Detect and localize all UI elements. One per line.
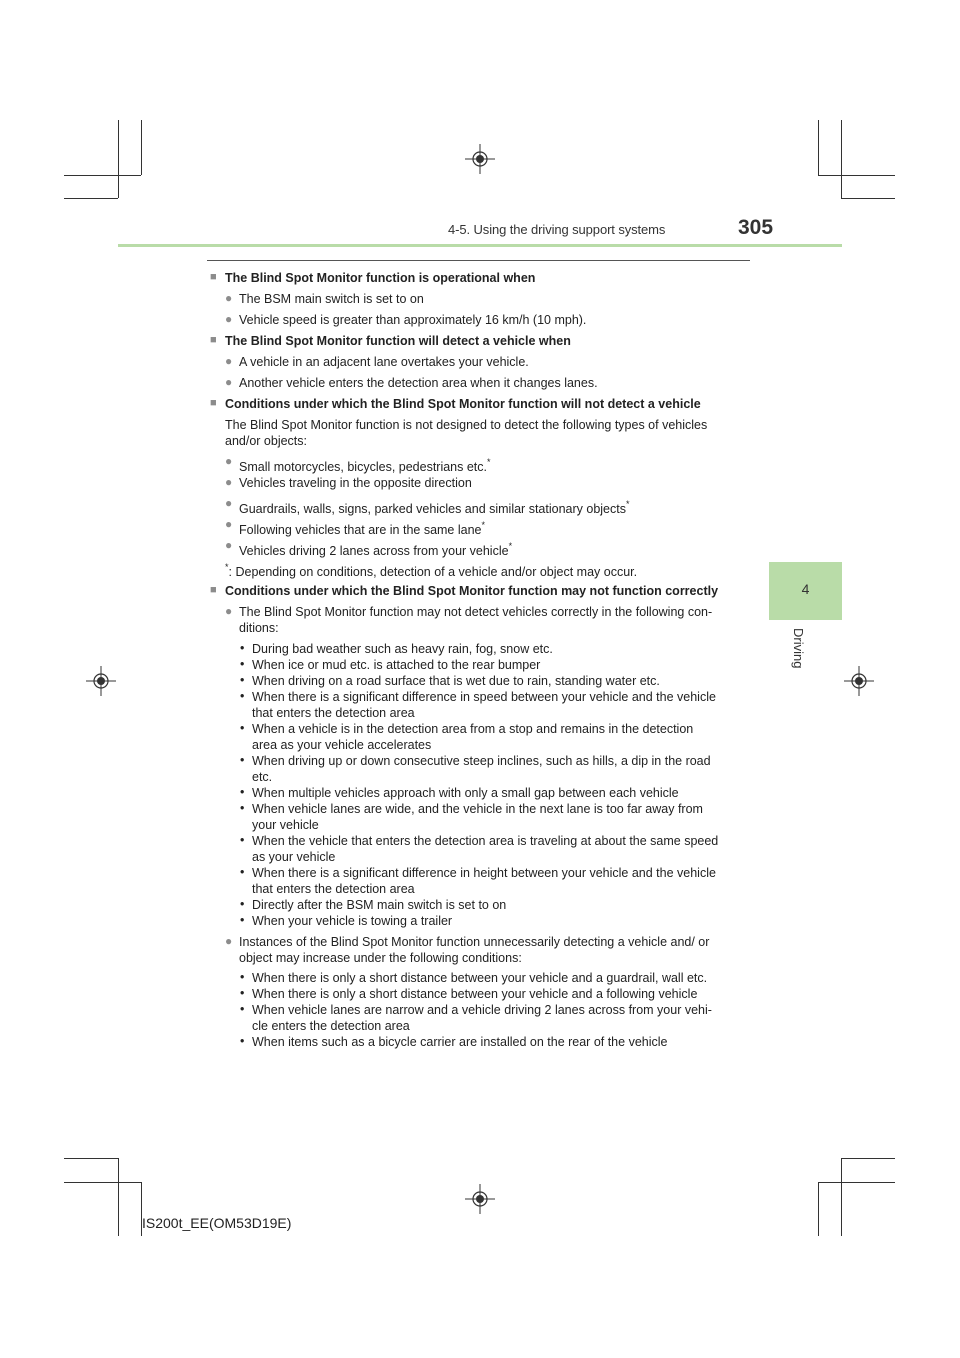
- circle-bullet-icon: ●: [225, 496, 233, 510]
- section-heading: The Blind Spot Monitor function will detect a vehicle when: [225, 334, 571, 348]
- sub-bullet-icon: •: [240, 897, 245, 911]
- sub-bullet-icon: •: [240, 641, 245, 655]
- condition-item: When vehicle lanes are narrow and a vehicle driving 2 lanes across from your vehi-: [252, 1003, 712, 1017]
- sub-bullet-icon: •: [240, 753, 245, 767]
- condition-item: When the vehicle that enters the detection area is traveling at about the same speed: [252, 834, 719, 848]
- condition-item: When a vehicle is in the detection area from a stop and remains in the detection: [252, 722, 694, 736]
- square-bullet-icon: ■: [210, 397, 217, 409]
- square-bullet-icon: ■: [210, 334, 217, 346]
- condition-item: When there is only a short distance between your vehicle and a guardrail, wall etc.: [252, 971, 708, 985]
- paragraph: The Blind Spot Monitor function is not designed to detect the following types of vehicles: [225, 418, 708, 432]
- list-item: Another vehicle enters the detection area when it changes lanes.: [239, 376, 598, 390]
- list-item: Vehicles traveling in the opposite direction: [239, 476, 472, 490]
- condition-item: When multiple vehicles approach with only a small gap between each vehicle: [252, 786, 679, 800]
- circle-bullet-icon: ●: [225, 354, 233, 368]
- crop-mark: [818, 1182, 819, 1236]
- paragraph: The Blind Spot Monitor function may not detect vehicles correctly in the following con-: [239, 605, 713, 619]
- content-rule: [207, 260, 750, 261]
- registration-mark-icon: [844, 666, 874, 696]
- condition-item: During bad weather such as heavy rain, fog, snow etc.: [252, 642, 553, 656]
- registration-mark-icon: [465, 144, 495, 174]
- sub-bullet-icon: •: [240, 913, 245, 927]
- square-bullet-icon: ■: [210, 271, 217, 283]
- condition-item: Directly after the BSM main switch is set to on: [252, 898, 507, 912]
- paragraph: and/or objects:: [225, 434, 307, 448]
- circle-bullet-icon: ●: [225, 475, 233, 489]
- condition-item: When vehicle lanes are wide, and the vehicle in the next lane is too far away from: [252, 802, 703, 816]
- crop-mark: [64, 1158, 118, 1159]
- document-code: IS200t_EE(OM53D19E): [142, 1215, 292, 1231]
- crop-mark: [841, 120, 842, 198]
- paragraph: object may increase under the following conditions:: [239, 951, 522, 965]
- crop-mark: [141, 120, 142, 175]
- circle-bullet-icon: ●: [225, 538, 233, 552]
- sub-bullet-icon: •: [240, 865, 245, 879]
- crop-mark: [64, 198, 118, 199]
- crop-mark: [818, 120, 819, 175]
- circle-bullet-icon: ●: [225, 291, 233, 305]
- condition-item: When items such as a bicycle carrier are installed on the rear of the vehicle: [252, 1035, 668, 1049]
- list-item: Guardrails, walls, signs, parked vehicles and similar stationary objects*: [239, 499, 630, 516]
- circle-bullet-icon: ●: [225, 517, 233, 531]
- crop-mark: [118, 120, 119, 198]
- condition-item: area as your vehicle accelerates: [252, 738, 432, 752]
- condition-item: When there is a significant difference in speed between your vehicle and the vehicle: [252, 690, 716, 704]
- list-item: The BSM main switch is set to on: [239, 292, 424, 306]
- sub-bullet-icon: •: [240, 721, 245, 735]
- circle-bullet-icon: ●: [225, 312, 233, 326]
- asterisk: *: [487, 457, 491, 467]
- crop-mark: [841, 1158, 842, 1236]
- list-item: Following vehicles that are in the same lane*: [239, 520, 486, 537]
- condition-item: When your vehicle is towing a trailer: [252, 914, 453, 928]
- chapter-number: 4: [801, 581, 810, 597]
- sub-bullet-icon: •: [240, 689, 245, 703]
- chapter-label: Driving: [791, 628, 806, 669]
- sub-bullet-icon: •: [240, 801, 245, 815]
- crop-mark: [818, 1182, 895, 1183]
- circle-bullet-icon: ●: [225, 934, 233, 948]
- section-heading: Conditions under which the Blind Spot Monitor function may not function correctly: [225, 584, 719, 598]
- condition-item: When driving up or down consecutive steep inclines, such as hills, a dip in the road: [252, 754, 711, 768]
- list-item: Small motorcycles, bicycles, pedestrians etc.*: [239, 457, 491, 474]
- asterisk: *: [481, 520, 486, 530]
- asterisk: *: [508, 541, 513, 551]
- condition-item: as your vehicle: [252, 850, 336, 864]
- footnote: *: Depending on conditions, detection of a vehicle and/or object may occur.: [225, 562, 638, 579]
- crop-mark: [818, 175, 895, 176]
- condition-item: When there is a significant difference in height between your vehicle and the vehicle: [252, 866, 716, 880]
- condition-item: your vehicle: [252, 818, 319, 832]
- list-item: Vehicle speed is greater than approximately 16 km/h (10 mph).: [239, 313, 587, 327]
- condition-item: that enters the detection area: [252, 706, 415, 720]
- condition-item: etc.: [252, 770, 273, 784]
- registration-mark-icon: [465, 1184, 495, 1214]
- chapter-tab: [769, 562, 842, 620]
- paragraph: ditions:: [239, 621, 279, 635]
- page-number: 305: [738, 216, 774, 239]
- condition-item: that enters the detection area: [252, 882, 415, 896]
- sub-bullet-icon: •: [240, 986, 245, 1000]
- sub-bullet-icon: •: [240, 970, 245, 984]
- circle-bullet-icon: ●: [225, 454, 233, 468]
- circle-bullet-icon: ●: [225, 375, 233, 389]
- asterisk: *: [625, 499, 630, 509]
- condition-item: When driving on a road surface that is wet due to rain, standing water etc.: [252, 674, 660, 688]
- sub-bullet-icon: •: [240, 673, 245, 687]
- crop-mark: [64, 175, 141, 176]
- sub-bullet-icon: •: [240, 657, 245, 671]
- crop-mark: [118, 1158, 119, 1236]
- square-bullet-icon: ■: [210, 584, 217, 596]
- paragraph: Instances of the Blind Spot Monitor function unnecessarily detecting a vehicle and/ or: [239, 935, 710, 949]
- section-heading: Conditions under which the Blind Spot Monitor function will not detect a vehicle: [225, 397, 701, 411]
- registration-mark-icon: [86, 666, 116, 696]
- condition-item: When there is only a short distance between your vehicle and a following vehicle: [252, 987, 698, 1001]
- list-item: Vehicles driving 2 lanes across from your vehicle*: [239, 541, 513, 558]
- sub-bullet-icon: •: [240, 785, 245, 799]
- section-title: 4-5. Using the driving support systems: [448, 222, 666, 237]
- sub-bullet-icon: •: [240, 1002, 245, 1016]
- condition-item: cle enters the detection area: [252, 1019, 410, 1033]
- list-item: A vehicle in an adjacent lane overtakes your vehicle.: [239, 355, 529, 369]
- condition-item: When ice or mud etc. is attached to the rear bumper: [252, 658, 541, 672]
- section-heading: The Blind Spot Monitor function is operational when: [225, 271, 536, 285]
- circle-bullet-icon: ●: [225, 604, 233, 618]
- crop-mark: [841, 198, 895, 199]
- crop-mark: [841, 1158, 895, 1159]
- sub-bullet-icon: •: [240, 833, 245, 847]
- header-rule: [118, 244, 842, 247]
- sub-bullet-icon: •: [240, 1034, 245, 1048]
- crop-mark: [64, 1182, 141, 1183]
